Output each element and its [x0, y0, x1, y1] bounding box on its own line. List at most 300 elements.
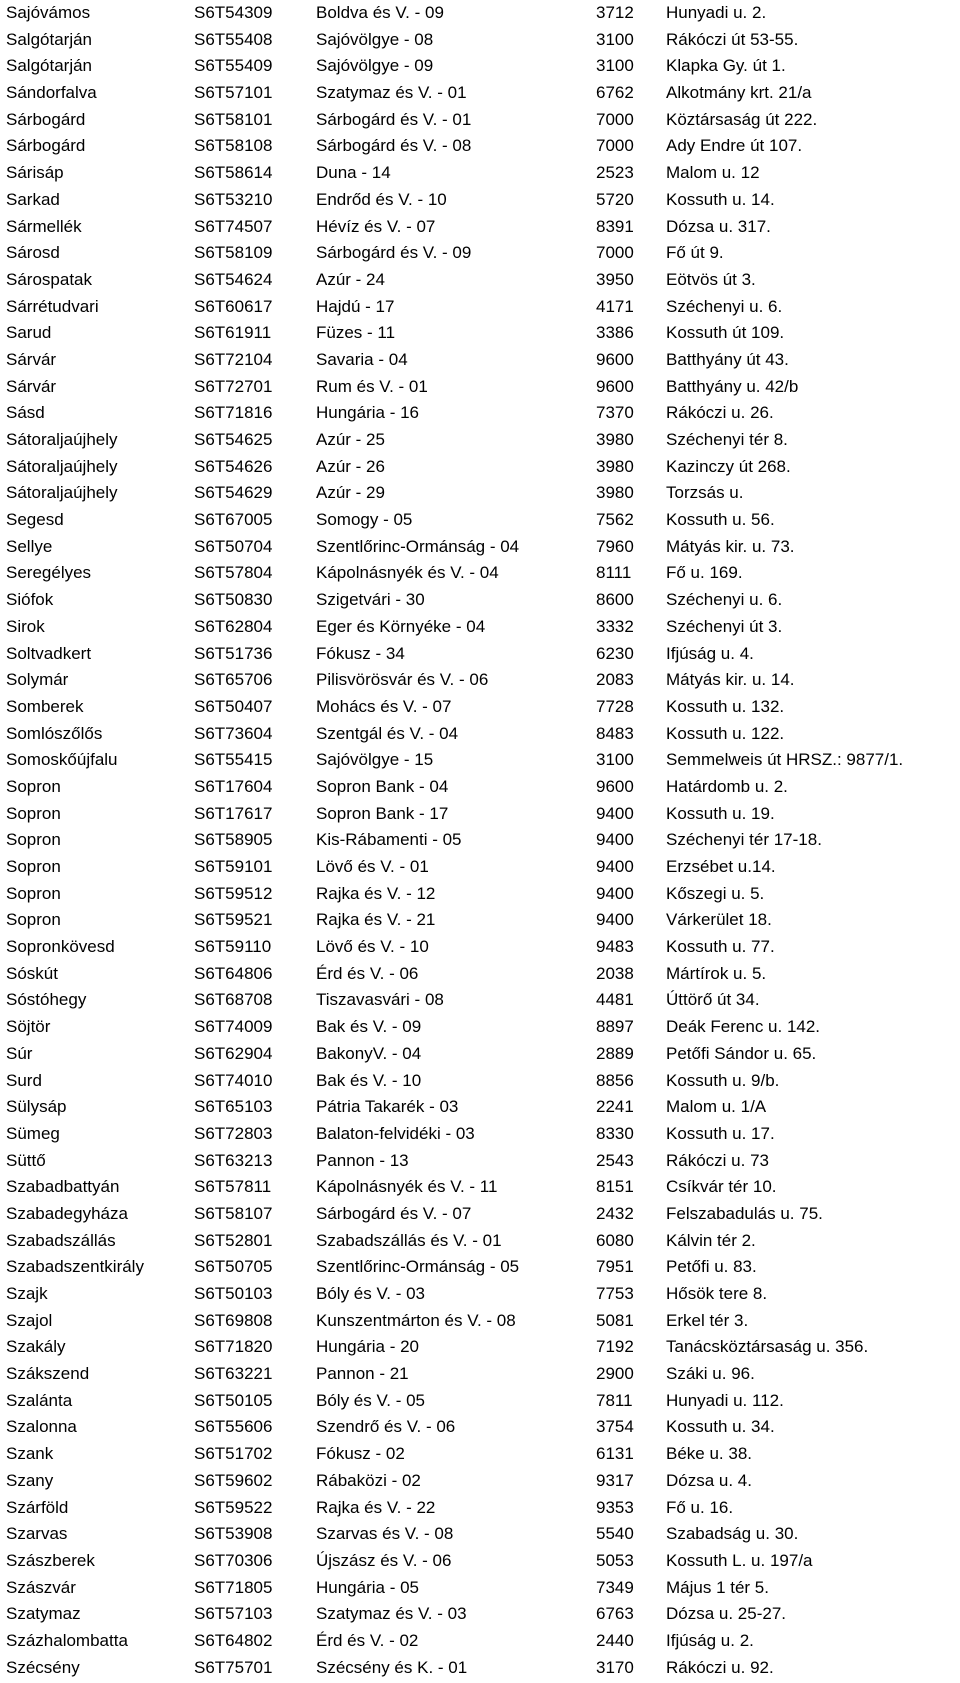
table-row: [0, 987, 960, 1014]
address-cell: Felszabadulás u. 75.: [666, 1203, 823, 1223]
address-cell: Határdomb u. 2.: [666, 776, 788, 796]
postal-code-cell: 7349: [596, 1577, 634, 1597]
table-row: [0, 801, 960, 828]
code-cell: S6T51736: [194, 643, 273, 663]
postal-code-cell: 8483: [596, 723, 634, 743]
branch-cell: Szigetvári - 30: [316, 590, 425, 610]
settlement-cell: Süttő: [6, 1150, 46, 1170]
postal-code-cell: 3980: [596, 483, 634, 503]
postal-code-cell: 9353: [596, 1497, 634, 1517]
address-cell: Kossuth L. u. 197/a: [666, 1550, 813, 1570]
branch-cell: Sajóvölgye - 09: [316, 56, 434, 76]
settlement-cell: Szászberek: [6, 1550, 95, 1570]
table-row: [0, 320, 960, 347]
branch-cell: Bóly és V. - 03: [316, 1284, 425, 1303]
branch-cell: Rábaközi - 02: [316, 1470, 421, 1490]
branch-cell: Érd és V. - 02: [316, 1630, 419, 1650]
code-cell: S6T55415: [194, 750, 273, 770]
postal-code-cell: 7370: [596, 403, 634, 423]
branch-cell: Kis-Rábamenti - 05: [316, 830, 462, 850]
branch-cell: Hungária - 05: [316, 1577, 420, 1597]
postal-code-cell: 2083: [596, 670, 634, 690]
code-cell: S6T52801: [194, 1230, 273, 1250]
address-cell: Széchenyi tér 17-18.: [666, 830, 822, 850]
table-row: [0, 1254, 960, 1281]
settlement-cell: Sárvár: [6, 349, 57, 369]
settlement-cell: Szabadegyháza: [6, 1203, 128, 1223]
branch-cell: Pátria Takarék - 03: [316, 1097, 459, 1117]
settlement-cell: Szarvas: [6, 1524, 68, 1544]
table-row: [0, 1601, 960, 1628]
code-cell: S6T58107: [194, 1203, 273, 1223]
table-row: [0, 240, 960, 267]
code-cell: S6T57804: [194, 563, 273, 583]
address-cell: Rákóczi út 53-55.: [666, 29, 799, 49]
table-row: [0, 374, 960, 401]
branch-cell: Fókusz - 02: [316, 1444, 405, 1464]
postal-code-cell: 9400: [596, 883, 634, 903]
table-row: [0, 1441, 960, 1468]
settlement-cell: Szank: [6, 1444, 54, 1464]
postal-code-cell: 2038: [596, 963, 634, 983]
postal-code-cell: 2889: [596, 1043, 634, 1063]
table-row: [0, 1121, 960, 1148]
code-cell: S6T60617: [194, 296, 273, 316]
postal-code-cell: 7000: [596, 243, 634, 263]
postal-code-cell: 8151: [596, 1177, 634, 1197]
code-cell: S6T73604: [194, 723, 273, 743]
table-row: [0, 0, 960, 27]
branch-cell: Bóly és V. - 05: [316, 1390, 425, 1410]
branch-cell: BakonyV. - 04: [316, 1043, 422, 1063]
code-cell: S6T57101: [194, 83, 273, 103]
settlement-cell: Szatymaz: [6, 1604, 81, 1624]
settlement-cell: Sárrétudvari: [6, 296, 99, 316]
address-cell: Csíkvár tér 10.: [666, 1177, 777, 1197]
branch-cell: Szendrő és V. - 06: [316, 1417, 456, 1437]
settlement-cell: Sopron: [6, 883, 61, 903]
settlement-cell: Százhalombatta: [6, 1630, 128, 1650]
code-cell: S6T59602: [194, 1470, 273, 1490]
settlement-cell: Salgótarján: [6, 29, 93, 49]
code-cell: S6T59101: [194, 857, 273, 876]
postal-code-cell: 3712: [596, 3, 634, 22]
address-cell: Kálvin tér 2.: [666, 1230, 756, 1250]
settlement-cell: Sármellék: [6, 216, 82, 236]
code-cell: S6T17617: [194, 803, 273, 823]
code-cell: S6T50103: [194, 1284, 273, 1303]
branch-cell: Újszász és V. - 06: [316, 1550, 452, 1570]
settlement-cell: Sopronkövesd: [6, 937, 115, 957]
branch-cell: Hungária - 20: [316, 1337, 420, 1357]
branch-cell: Szarvas és V. - 08: [316, 1524, 454, 1544]
address-cell: Kossuth u. 17.: [666, 1123, 775, 1143]
address-cell: Mátyás kir. u. 14.: [666, 670, 795, 690]
table-row: [0, 1014, 960, 1041]
code-cell: S6T50407: [194, 696, 273, 716]
settlement-cell: Sátoraljaújhely: [6, 430, 118, 449]
postal-code-cell: 8391: [596, 216, 634, 236]
code-cell: S6T55408: [194, 29, 273, 49]
address-cell: Kossuth út 109.: [666, 323, 785, 343]
table-row: [0, 480, 960, 507]
branch-cell: Pannon - 13: [316, 1150, 409, 1170]
branch-cell: Füzes - 11: [316, 323, 396, 343]
postal-code-cell: 2543: [596, 1150, 634, 1170]
code-cell: S6T57811: [194, 1177, 272, 1197]
branch-cell: Pilisvörösvár és V. - 06: [316, 670, 489, 690]
table-row: [0, 1281, 960, 1308]
settlement-cell: Szákszend: [6, 1364, 90, 1384]
branch-cell: Azúr - 29: [316, 483, 385, 503]
table-row: [0, 934, 960, 961]
table-row: [0, 1201, 960, 1228]
code-cell: S6T54626: [194, 456, 273, 476]
table-row: [0, 507, 960, 534]
settlement-cell: Sellye: [6, 536, 53, 556]
address-cell: Ifjúság u. 4.: [666, 643, 754, 663]
table-row: [0, 294, 960, 321]
branch-cell: Boldva és V. - 09: [316, 3, 444, 22]
branch-cell: Szentlőrinc-Ormánság - 04: [316, 536, 520, 556]
table-row: [0, 961, 960, 988]
branch-cell: Érd és V. - 06: [316, 963, 419, 983]
address-cell: Széchenyi u. 6.: [666, 296, 783, 316]
settlement-cell: Segesd: [6, 510, 64, 530]
postal-code-cell: 6080: [596, 1230, 634, 1250]
postal-code-cell: 3754: [596, 1417, 634, 1437]
code-cell: S6T65103: [194, 1097, 273, 1117]
address-cell: Kossuth u. 19.: [666, 803, 775, 823]
settlement-cell: Sárisáp: [6, 163, 64, 183]
settlement-cell: Sásd: [6, 403, 45, 423]
postal-code-cell: 9600: [596, 376, 634, 396]
table-row: [0, 1068, 960, 1095]
settlement-cell: Sóskút: [6, 963, 58, 983]
postal-code-cell: 9400: [596, 910, 634, 930]
branch-cell: Tiszavasvári - 08: [316, 990, 444, 1010]
settlement-cell: Somoskőújfalu: [6, 750, 118, 770]
postal-code-cell: 7000: [596, 136, 634, 156]
table-row: [0, 534, 960, 561]
postal-code-cell: 7753: [596, 1284, 634, 1303]
branch-cell: Kápolnásnyék és V. - 11: [316, 1177, 498, 1197]
address-cell: Batthyány út 43.: [666, 349, 789, 369]
table-row: [0, 1148, 960, 1175]
address-cell: Mártírok u. 5.: [666, 963, 767, 983]
address-cell: Malom u. 1/A: [666, 1097, 767, 1117]
address-cell: Száki u. 96.: [666, 1364, 755, 1384]
branch-cell: Szentlőrinc-Ormánság - 05: [316, 1257, 520, 1277]
table-row: [0, 1228, 960, 1255]
address-cell: Kőszegi u. 5.: [666, 883, 765, 903]
code-cell: S6T50704: [194, 536, 273, 556]
code-cell: S6T53210: [194, 189, 273, 209]
table-row: [0, 641, 960, 668]
branch-cell: Hajdú - 17: [316, 296, 395, 316]
code-cell: S6T72701: [194, 376, 273, 396]
settlement-cell: Sümeg: [6, 1123, 60, 1143]
table-row: [0, 614, 960, 641]
code-cell: S6T59522: [194, 1497, 273, 1517]
postal-code-cell: 2440: [596, 1630, 634, 1650]
address-cell: Kazinczy út 268.: [666, 456, 791, 476]
branch-cell: Mohács és V. - 07: [316, 696, 452, 716]
table-row: [0, 1174, 960, 1201]
postal-code-cell: 6763: [596, 1604, 634, 1624]
settlement-cell: Szany: [6, 1470, 54, 1490]
settlement-cell: Sátoraljaújhely: [6, 483, 118, 503]
branch-cell: Fókusz - 34: [316, 643, 405, 663]
address-cell: Fő u. 169.: [666, 563, 743, 583]
branch-cell: Sárbogárd és V. - 01: [316, 109, 472, 129]
branch-cell: Rajka és V. - 22: [316, 1497, 436, 1517]
branch-cell: Lövő és V. - 10: [316, 937, 429, 957]
postal-code-cell: 9400: [596, 830, 634, 850]
settlement-cell: Súr: [6, 1043, 33, 1063]
table-row: [0, 1414, 960, 1441]
settlement-cell: Szárföld: [6, 1497, 69, 1517]
code-cell: S6T75701: [194, 1657, 273, 1677]
address-cell: Köztársaság út 222.: [666, 109, 818, 129]
table-row: [0, 347, 960, 374]
postal-code-cell: 7960: [596, 536, 634, 556]
settlement-cell: Sirok: [6, 616, 45, 636]
address-cell: Tanácsköztársaság u. 356.: [666, 1337, 869, 1357]
branch-cell: Eger és Környéke - 04: [316, 616, 486, 636]
code-cell: S6T64806: [194, 963, 273, 983]
code-cell: S6T74009: [194, 1017, 273, 1037]
code-cell: S6T72803: [194, 1123, 273, 1143]
settlement-cell: Solymár: [6, 670, 69, 690]
branch-cell: Bak és V. - 10: [316, 1070, 422, 1090]
address-cell: Klapka Gy. út 1.: [666, 56, 786, 76]
address-cell: Rákóczi u. 73: [666, 1150, 769, 1170]
code-cell: S6T53908: [194, 1524, 273, 1544]
table-row: [0, 774, 960, 801]
table-row: [0, 53, 960, 80]
postal-code-cell: 5540: [596, 1524, 634, 1544]
settlement-cell: Seregélyes: [6, 563, 92, 583]
settlement-cell: Sárosd: [6, 243, 60, 263]
branch-cell: Kunszentmárton és V. - 08: [316, 1310, 516, 1330]
code-cell: S6T71816: [194, 403, 273, 423]
branch-cell: Sárbogárd és V. - 07: [316, 1203, 472, 1223]
address-cell: Hősök tere 8.: [666, 1284, 768, 1303]
branch-cell: Rum és V. - 01: [316, 376, 428, 396]
code-cell: S6T62904: [194, 1043, 273, 1063]
settlement-cell: Surd: [6, 1070, 42, 1090]
settlement-cell: Szakály: [6, 1337, 66, 1357]
settlement-cell: Sátoraljaújhely: [6, 456, 118, 476]
postal-code-cell: 3386: [596, 323, 634, 343]
address-cell: Kossuth u. 122.: [666, 723, 785, 743]
code-cell: S6T54625: [194, 430, 273, 449]
table-row: [0, 1655, 960, 1682]
code-cell: S6T59512: [194, 883, 273, 903]
code-cell: S6T61911: [194, 323, 272, 343]
settlement-cell: Szászvár: [6, 1577, 76, 1597]
table-row: [0, 881, 960, 908]
code-cell: S6T54629: [194, 483, 273, 503]
settlement-cell: Siófok: [6, 590, 54, 610]
code-cell: S6T57103: [194, 1604, 273, 1624]
branch-cell: Azúr - 26: [316, 456, 385, 476]
settlement-cell: Szabadbattyán: [6, 1177, 120, 1197]
address-cell: Petőfi Sándor u. 65.: [666, 1043, 817, 1063]
address-cell: Várkerület 18.: [666, 910, 772, 930]
settlement-cell: Soltvadkert: [6, 643, 92, 663]
settlement-cell: Szabadszentkirály: [6, 1257, 144, 1277]
postal-code-cell: 9483: [596, 937, 634, 957]
settlement-cell: Sarkad: [6, 189, 60, 209]
address-cell: Alkotmány krt. 21/a: [666, 83, 812, 103]
code-cell: S6T71805: [194, 1577, 273, 1597]
table-row: [0, 1468, 960, 1495]
settlement-cell: Sárbogárd: [6, 136, 86, 156]
branch-cell: Rajka és V. - 21: [316, 910, 436, 930]
postal-code-cell: 7000: [596, 109, 634, 129]
branch-cell: Bak és V. - 09: [316, 1017, 422, 1037]
table-row: [0, 1361, 960, 1388]
address-cell: Batthyány u. 42/b: [666, 376, 799, 396]
table-row: [0, 854, 960, 881]
settlement-cell: Szabadszállás: [6, 1230, 116, 1250]
code-cell: S6T74507: [194, 216, 273, 236]
branch-cell: Szentgál és V. - 04: [316, 723, 459, 743]
address-cell: Kossuth u. 77.: [666, 937, 775, 957]
postal-code-cell: 2523: [596, 163, 634, 183]
address-cell: Petőfi u. 83.: [666, 1257, 757, 1277]
settlement-cell: Sándorfalva: [6, 83, 97, 103]
table-row: [0, 1521, 960, 1548]
settlement-cell: Sopron: [6, 857, 61, 876]
table-row: [0, 667, 960, 694]
branch-cell: Hungária - 16: [316, 403, 420, 423]
table-row: [0, 1628, 960, 1655]
postal-code-cell: 3980: [596, 430, 634, 449]
table-row: [0, 721, 960, 748]
address-cell: Kossuth u. 14.: [666, 189, 775, 209]
settlement-cell: Sopron: [6, 910, 61, 930]
code-cell: S6T59110: [194, 937, 272, 957]
code-cell: S6T55606: [194, 1417, 273, 1437]
postal-code-cell: 9600: [596, 349, 634, 369]
table-row: [0, 587, 960, 614]
settlement-cell: Sárospatak: [6, 269, 92, 289]
settlement-cell: Szajol: [6, 1310, 53, 1330]
code-cell: S6T58614: [194, 163, 273, 183]
table-row: [0, 27, 960, 54]
table-row: [0, 1094, 960, 1121]
table-row: [0, 267, 960, 294]
code-cell: S6T54309: [194, 3, 273, 22]
settlement-cell: Sarud: [6, 323, 52, 343]
settlement-cell: Sárvár: [6, 376, 57, 396]
table-row: [0, 907, 960, 934]
branch-cell: Duna - 14: [316, 163, 391, 183]
branch-cell: Kápolnásnyék és V. - 04: [316, 563, 499, 583]
branch-cell: Sopron Bank - 17: [316, 803, 449, 823]
address-cell: Eötvös út 3.: [666, 269, 756, 289]
postal-code-cell: 5053: [596, 1550, 634, 1570]
table-row: [0, 133, 960, 160]
address-cell: Ifjúság u. 2.: [666, 1630, 754, 1650]
table-row: [0, 400, 960, 427]
table-row: [0, 747, 960, 774]
postal-code-cell: 9600: [596, 776, 634, 796]
table-row: [0, 1308, 960, 1335]
postal-code-cell: 3980: [596, 456, 634, 476]
postal-code-cell: 3332: [596, 616, 634, 636]
address-cell: Rákóczi u. 92.: [666, 1657, 774, 1677]
table-row: [0, 214, 960, 241]
postal-code-cell: 6762: [596, 83, 634, 103]
postal-code-cell: 3100: [596, 56, 634, 76]
address-cell: Széchenyi út 3.: [666, 616, 783, 636]
code-cell: S6T68708: [194, 990, 273, 1010]
branch-cell: Sárbogárd és V. - 09: [316, 243, 472, 263]
table-row: [0, 1495, 960, 1522]
code-cell: S6T50705: [194, 1257, 273, 1277]
address-cell: Dózsa u. 4.: [666, 1470, 752, 1490]
postal-code-cell: 7728: [596, 696, 634, 716]
table-row: [0, 80, 960, 107]
code-cell: S6T50830: [194, 590, 273, 610]
code-cell: S6T50105: [194, 1390, 273, 1410]
code-cell: S6T64802: [194, 1630, 273, 1650]
table-row: [0, 454, 960, 481]
branch-cell: Szécsény és K. - 01: [316, 1657, 468, 1677]
settlement-cell: Sajóvámos: [6, 3, 91, 22]
postal-code-cell: 5081: [596, 1310, 634, 1330]
postal-code-cell: 8600: [596, 590, 634, 610]
settlement-cell: Sóstóhegy: [6, 990, 87, 1010]
address-cell: Kossuth u. 56.: [666, 510, 775, 530]
address-cell: Széchenyi tér 8.: [666, 430, 788, 449]
table-row: [0, 560, 960, 587]
settlement-cell: Somlószőlős: [6, 723, 103, 743]
code-cell: S6T65706: [194, 670, 273, 690]
branch-cell: Savaria - 04: [316, 349, 408, 369]
postal-code-cell: 2432: [596, 1203, 634, 1223]
code-cell: S6T74010: [194, 1070, 273, 1090]
code-cell: S6T54624: [194, 269, 273, 289]
settlement-cell: Somberek: [6, 696, 84, 716]
branch-cell: Pannon - 21: [316, 1364, 409, 1384]
address-cell: Deák Ferenc u. 142.: [666, 1017, 821, 1037]
branch-cell: Hévíz és V. - 07: [316, 216, 436, 236]
postal-code-cell: 2900: [596, 1364, 634, 1384]
postal-code-cell: 7951: [596, 1257, 634, 1277]
code-cell: S6T67005: [194, 510, 273, 530]
address-cell: Mátyás kir. u. 73.: [666, 536, 795, 556]
table-row: [0, 107, 960, 134]
branch-cell: Szatymaz és V. - 01: [316, 83, 467, 103]
settlement-cell: Szécsény: [6, 1657, 80, 1677]
address-cell: Rákóczi u. 26.: [666, 403, 774, 423]
postal-code-cell: 8856: [596, 1070, 634, 1090]
postal-code-cell: 7192: [596, 1337, 634, 1357]
address-cell: Ady Endre út 107.: [666, 136, 803, 156]
code-cell: S6T63213: [194, 1150, 273, 1170]
table-row: [0, 1041, 960, 1068]
address-cell: Torzsás u.: [666, 483, 744, 503]
branch-cell: Szabadszállás és V. - 01: [316, 1230, 502, 1250]
branch-cell: Endrőd és V. - 10: [316, 189, 447, 209]
code-cell: S6T58108: [194, 136, 273, 156]
settlement-cell: Szalánta: [6, 1390, 73, 1410]
